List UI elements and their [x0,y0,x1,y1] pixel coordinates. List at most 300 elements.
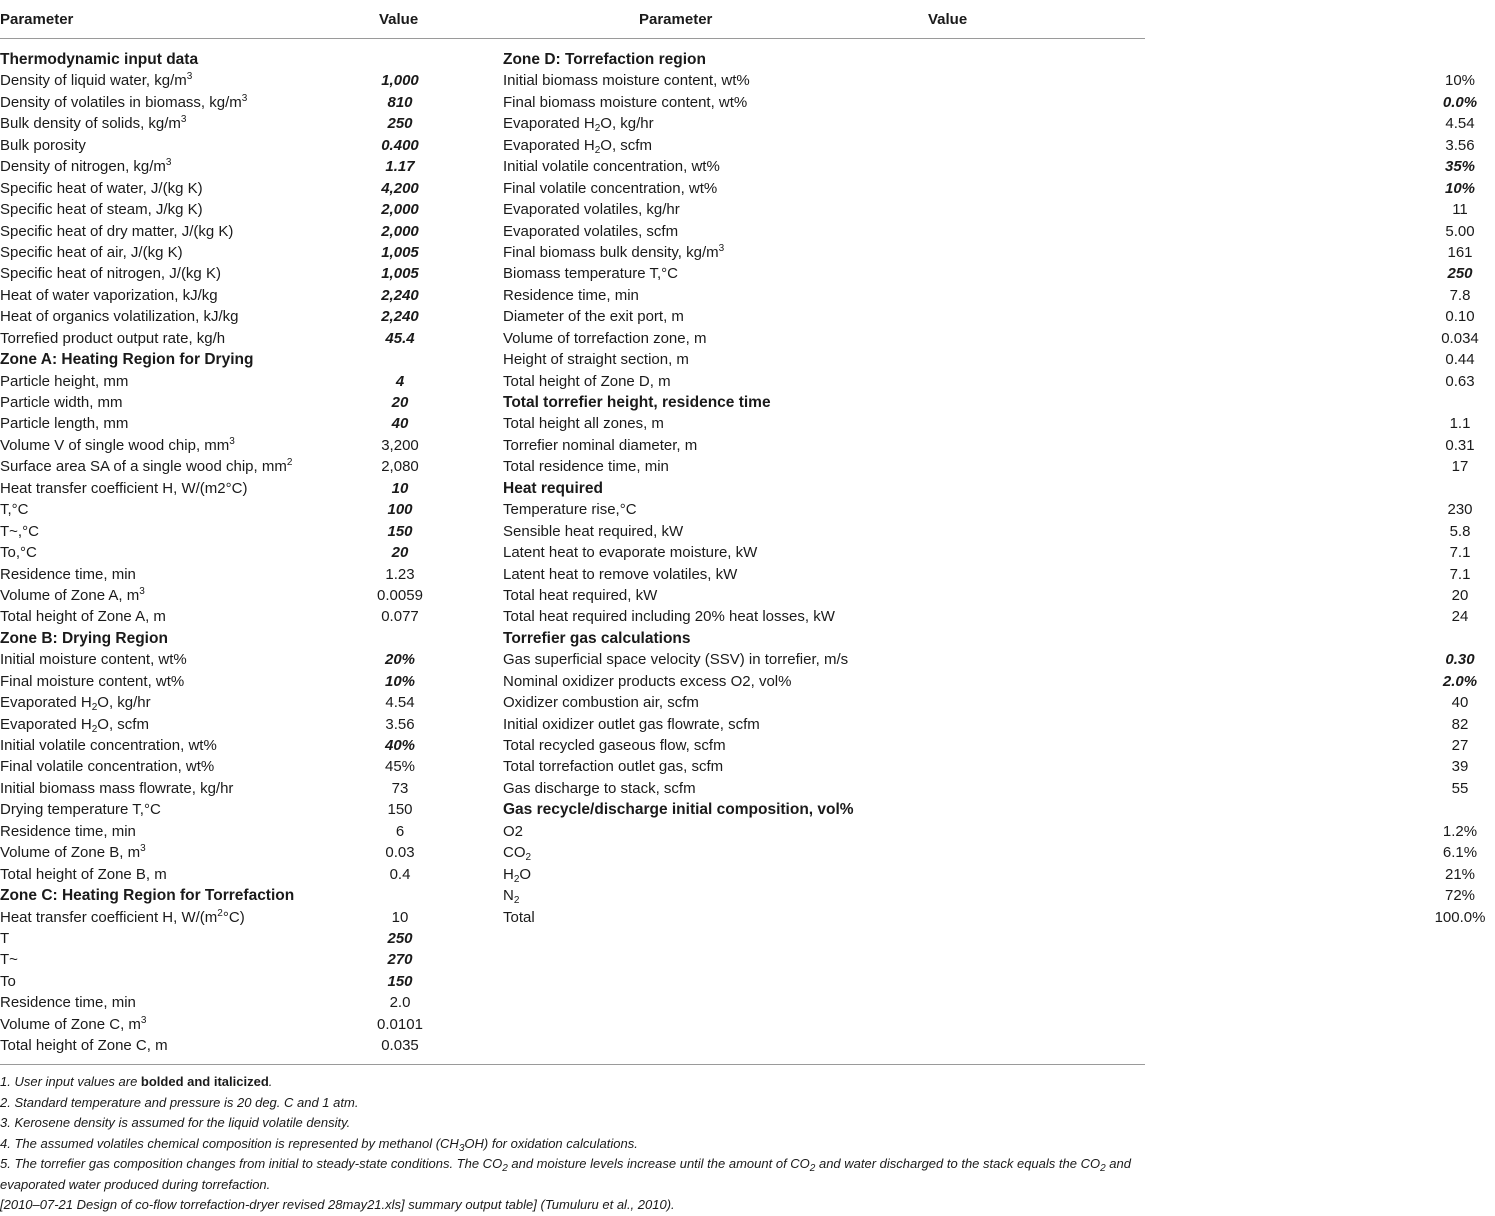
label-text: Total [503,908,535,926]
label-text: Density of liquid water, kg/m [0,72,187,90]
computed-value: 55 [1451,779,1469,797]
parameter-label [503,285,639,306]
computed-value: 5.00 [1445,222,1475,240]
input-value: 45.4 [385,329,415,347]
header-parameter-left: Parameter [0,11,74,28]
parameter-label [503,221,678,242]
parameter-label [0,92,247,113]
table-row [503,735,1469,756]
label-text: Evaporated H [503,115,595,133]
table-row [503,907,1486,928]
parameter-label [0,70,192,91]
input-value: 4,200 [381,179,419,197]
table-row [503,864,1476,885]
table-row [503,306,1475,327]
superscript: 3 [229,435,235,447]
subscript: 2 [91,723,98,735]
computed-value: 161 [1447,243,1473,261]
input-value: 20 [391,394,409,411]
table-row [0,735,500,756]
label-text: T,°C [0,501,29,519]
parameter-label [0,478,247,499]
footnote-2: 2. Standard temperature and pressure is 20 deg. C and 1 atm. [0,1094,359,1110]
table-row [503,263,1473,284]
superscript: 2 [217,907,223,919]
label-text: Total heat required, kW [503,586,658,604]
input-value: 2,240 [381,286,419,304]
label-text: To [0,972,16,990]
superscript: 3 [140,843,146,855]
table-row [503,692,1469,713]
label-text: Latent heat to evaporate moisture, kW [503,544,758,562]
input-value: 2,240 [381,308,419,326]
label-text: Gas recycle/discharge initial composition, vol% [503,801,854,819]
subscript: 2 [513,895,520,907]
parameter-label [0,392,123,413]
parameter-label [0,156,171,177]
computed-value: 0.035 [381,1037,419,1055]
parameter-label [503,907,535,928]
input-value: 250 [387,929,413,947]
computed-value: 0.4 [389,865,411,883]
computed-value: 6.1% [1442,844,1478,862]
parameter-label [503,649,848,670]
label-text: Residence time, min [0,565,136,583]
parameter-label [0,521,39,542]
label-text: T~ [0,951,18,969]
label-text: Latent heat to remove volatiles, kW [503,565,738,583]
label-text: Density of volatiles in biomass, kg/m [0,93,242,111]
label-text: Heat transfer coefficient H, W/(m2°C) [0,479,248,497]
table-row [0,1014,500,1035]
computed-value: 21% [1444,865,1476,883]
label-text: Evaporated H [0,715,92,733]
input-value: 2,000 [381,201,419,219]
section-header [503,799,1143,820]
computed-value: 0.034 [1441,329,1479,347]
table-row [503,456,1469,477]
superscript: 3 [186,71,193,83]
footnote-4: 4. The assumed volatiles chemical composition is represented by methanol $(CH_3OH)$ for oxidation calculations. [0,1135,638,1154]
label-text: Specific heat of air, J/(kg K) [0,243,183,261]
parameter-label [503,113,654,134]
parameter-label [0,735,217,756]
label-text: Total torrefaction outlet gas, scfm [503,758,724,776]
label-text: Volume of Zone B, m [0,844,141,862]
parameter-label [503,70,750,91]
parameter-label [0,371,128,392]
label-text: Specific heat of nitrogen, J/(kg K) [0,265,221,283]
parameter-label [0,499,29,520]
label-text: T~,°C [0,522,39,540]
computed-value: 7.1 [1449,544,1471,562]
label-text: Heat transfer coefficient H, W/(m [0,908,218,926]
parameter-label [503,821,523,842]
label-text: Initial biomass mass flowrate, kg/hr [0,779,234,797]
computed-value: 230 [1447,501,1473,519]
label-text: Total height of Zone B, m [0,865,167,883]
table-row [0,199,500,220]
parameter-label [503,735,726,756]
parameter-label [0,992,136,1013]
footnote-3: 3. Kerosene density is assumed for the liquid volatile density. [0,1115,351,1130]
computed-value: 4.54 [1445,115,1475,133]
label-text: To,°C [0,544,37,562]
label-text: Final volatile concentration, wt% [503,179,718,197]
table-row [0,306,500,327]
parameter-label [503,564,737,585]
input-value: 2,000 [381,222,419,240]
label-text: Residence time, min [0,822,136,840]
input-value: 20% [384,651,416,669]
label-text: Height of straight section, m [503,351,689,369]
label-text: Heat of water vaporization, kJ/kg [0,286,218,304]
header-value-right: Value [928,11,968,28]
input-value: 1.17 [385,158,415,176]
subscript: 2 [525,852,532,864]
table-row [503,756,1469,777]
computed-value: 7.8 [1449,286,1471,304]
computed-value: 72% [1444,887,1476,905]
parameter-label [503,499,637,520]
label-text: Zone A: Heating Region for Drying [0,351,254,369]
table-row [0,928,500,949]
input-value: 40% [384,737,416,754]
footnote-source: [2010–07-21 Design of co-flow torrefaction-dryer revised 28may21.xls] summary output table] (Tumuluru et al., 2010). [0,1197,675,1212]
parameter-label [0,907,245,928]
parameter-label [0,113,186,134]
parameter-label [0,242,183,263]
table-row [503,328,1479,349]
label-text: Final biomass moisture content, wt% [503,93,748,111]
parameter-label [503,413,664,434]
input-value: 150 [387,972,413,990]
table-row [503,199,1468,220]
parameter-label [0,928,9,949]
table-row [503,649,1475,670]
superscript: 3 [180,114,187,126]
label-text: Sensible heat required, kW [503,522,684,540]
input-value: 250 [1447,265,1473,283]
table-row [0,821,500,842]
superscript: 3 [140,1014,147,1026]
computed-value: 27 [1451,737,1469,754]
parameter-label [0,1014,146,1035]
table-row [0,371,500,392]
label-text: Volume V of single wood chip, mm [0,436,230,454]
input-value: 250 [387,115,413,133]
table-row [0,1035,500,1056]
section-header [503,49,1143,70]
label-text: Bulk porosity [0,136,86,154]
parameter-label [0,606,166,627]
table-row [0,864,500,885]
section-header [0,885,500,906]
subscript: 2 [594,123,601,135]
table-row [0,671,500,692]
computed-value: 1.1 [1449,415,1471,433]
table-row [0,221,500,242]
table-row [0,92,500,113]
parameter-label [0,199,203,220]
section-title [503,799,854,820]
section-title [0,885,294,906]
computed-value: 150 [387,801,413,819]
label-suffix: °C) [222,908,245,926]
input-value: 10% [384,672,416,690]
label-suffix: O, scfm [97,715,149,733]
parameter-label [503,435,697,456]
computed-value: 11 [1452,201,1468,219]
table-row [0,542,500,563]
computed-value: 45% [384,758,416,776]
table-row [503,671,1478,692]
section-header [503,478,1143,499]
label-text: Total recycled gaseous flow, scfm [503,737,726,754]
table-row [0,799,500,820]
subscript: 2 [91,702,98,714]
parameter-label [0,456,292,477]
footnotes [0,1072,1140,1216]
table-row [0,649,500,670]
parameter-label [0,949,18,970]
input-value: 1,005 [381,243,419,261]
computed-value: 1.23 [385,565,415,583]
section-header [0,49,500,70]
label-text: Torrefied product output rate, kg/h [0,329,226,347]
table-row [503,113,1475,135]
label-text: Specific heat of water, J/(kg K) [0,179,203,197]
label-text: Specific heat of steam, J/kg K) [0,201,203,219]
section-title [0,49,198,70]
table-row [0,413,500,434]
label-text: Thermodynamic input data [0,51,199,68]
computed-value: 10% [1444,72,1476,90]
parameter-label [0,413,128,434]
label-text: Total heat required including 20% heat losses, kW [503,608,835,626]
parameter-label [0,671,184,692]
table-row [503,70,1476,91]
computed-value: 17 [1451,458,1469,476]
label-text: Particle length, mm [0,415,129,433]
table-row [503,606,1469,627]
parameter-label [503,156,720,177]
label-text: Heat required [503,479,603,497]
computed-value: 40 [1451,694,1469,712]
section-header [0,349,500,370]
label-text: Total torrefier height, residence time [503,394,771,411]
table-row [503,499,1473,520]
computed-value: 0.44 [1445,351,1475,369]
label-text: Final moisture content, wt% [0,672,185,690]
table-row [503,435,1475,456]
table-row [503,92,1478,113]
computed-value: 20 [1451,586,1469,604]
label-text: Gas superficial space velocity (SSV) in torrefier, m/s [503,651,849,669]
table-row [0,478,500,499]
table-row [503,349,1475,370]
label-text: Volume of torrefaction zone, m [503,329,707,347]
table-row [503,821,1478,842]
label-text: Evaporated H [503,136,595,154]
computed-value: 5.8 [1449,522,1471,540]
parameter-label [503,756,723,777]
label-text: H [503,865,514,883]
label-text: Drying temperature T,°C [0,801,161,819]
input-value: 4 [395,372,405,390]
label-text: Final biomass bulk density, kg/m [503,243,719,261]
label-text: Volume of Zone A, m [0,586,140,604]
label-text: Total height of Zone A, m [0,608,166,626]
computed-value: 0.63 [1445,372,1475,390]
label-text: Total height of Zone C, m [0,1037,168,1055]
superscript: 2 [286,457,293,469]
computed-value: 0.077 [381,608,419,626]
superscript: 3 [165,157,172,169]
label-text: Total height of Zone D, m [503,372,671,390]
computed-value: 100.0% [1434,908,1486,926]
table-row [0,564,500,585]
table-row [503,585,1469,606]
label-text: CO [503,844,526,862]
table-row [503,242,1473,263]
label-text: Particle height, mm [0,372,129,390]
parameter-label [503,242,724,263]
table-row [0,135,500,156]
label-text: Evaporated H [0,694,92,712]
label-text: Final volatile concentration, wt% [0,758,215,776]
input-value: 2.0% [1442,672,1478,690]
table-row [503,521,1471,542]
section-title [503,478,603,499]
parameter-label [503,306,684,327]
parameter-label [503,456,669,477]
parameter-label [503,671,791,692]
parameter-label [0,756,214,777]
label-text: Initial biomass moisture content, wt% [503,72,750,90]
label-text: T [0,929,10,947]
parameter-label [503,714,760,735]
computed-value: 3.56 [1445,136,1475,154]
table-row [0,456,500,477]
table-header [0,0,1145,39]
subscript: 2 [594,144,601,156]
input-value: 0.400 [381,136,419,154]
table-row [0,692,500,713]
table-row [0,907,500,928]
section-header [503,628,1143,649]
label-text: Density of nitrogen, kg/m [0,158,166,176]
parameter-label [0,435,235,456]
table-row [0,949,500,970]
parameter-label [503,135,652,156]
computed-value: 1.2% [1442,822,1478,840]
table-row [503,221,1475,242]
label-text: Bulk density of solids, kg/m [0,115,181,133]
input-value: 40 [391,415,409,433]
table-row [0,606,500,627]
table-row [503,285,1471,306]
left-column [0,49,500,1057]
subscript: 2 [513,873,520,885]
table-row [0,992,500,1013]
table-row [0,521,500,542]
table-row [503,714,1469,735]
computed-value: 7.1 [1449,565,1471,583]
parameter-label [0,542,37,563]
table-row [503,842,1478,864]
parameter-label [503,349,689,370]
parameter-label [503,864,531,885]
section-header [503,392,1143,413]
label-text: Residence time, min [0,994,136,1012]
input-value: 100 [387,501,413,519]
computed-value: 2.0 [389,994,411,1012]
section-title [0,628,168,649]
input-value: 150 [387,522,413,540]
superscript: 3 [241,92,248,104]
label-text: Particle width, mm [0,394,123,411]
computed-value: 6 [395,822,405,840]
section-header [0,628,500,649]
parameter-label [503,542,757,563]
table-row [0,242,500,263]
table-row [503,542,1471,563]
parameter-label [0,328,225,349]
table-row [503,156,1476,177]
parameter-label [0,263,221,284]
parameter-label [0,971,16,992]
superscript: 3 [139,585,145,597]
parameter-label [0,306,238,327]
parameter-label [0,821,136,842]
section-title [503,628,691,649]
label-text: Total residence time, min [503,458,669,476]
parameter-label [503,521,683,542]
label-text: Gas discharge to stack, scfm [503,779,696,797]
label-text: Biomass temperature T,°C [503,265,678,283]
table-row [0,285,500,306]
table-row [503,778,1469,799]
computed-value: 39 [1451,758,1469,776]
right-column [503,49,1486,928]
label-text: Evaporated volatiles, scfm [503,222,679,240]
label-text: Initial moisture content, wt% [0,651,187,669]
parameter-label [0,649,187,670]
parameter-label [503,885,519,906]
label-text: Total height all zones, m [503,415,664,433]
table-row [0,842,500,863]
label-text: Torrefier gas calculations [503,629,691,647]
label-text: O2 [503,822,524,840]
computed-value: 3.56 [385,715,415,733]
parameter-label [0,714,149,735]
section-title [503,392,771,413]
label-suffix: O, kg/hr [600,115,654,133]
input-value: 270 [387,951,413,969]
footnote-5: 5. The torrefier gas composition changes from initial to steady-state conditions. The $CO_2$ and moisture levels increase until the amount of $CO_2$ and water discharged to the stack equals the $CO_2$ and evaporated water produced during torrefaction. [0,1156,1131,1192]
table-row [0,392,500,413]
input-value: 1,000 [381,72,419,90]
table-row [503,135,1475,156]
input-value: 20 [391,544,409,562]
superscript: 3 [718,242,725,254]
label-text: Specific heat of dry matter, J/(kg K) [0,222,234,240]
header-parameter-right: Parameter [639,11,713,28]
parameter-label [0,842,146,863]
label-text: Initial oxidizer outlet gas flowrate, scfm [503,715,760,733]
table-row [0,178,500,199]
